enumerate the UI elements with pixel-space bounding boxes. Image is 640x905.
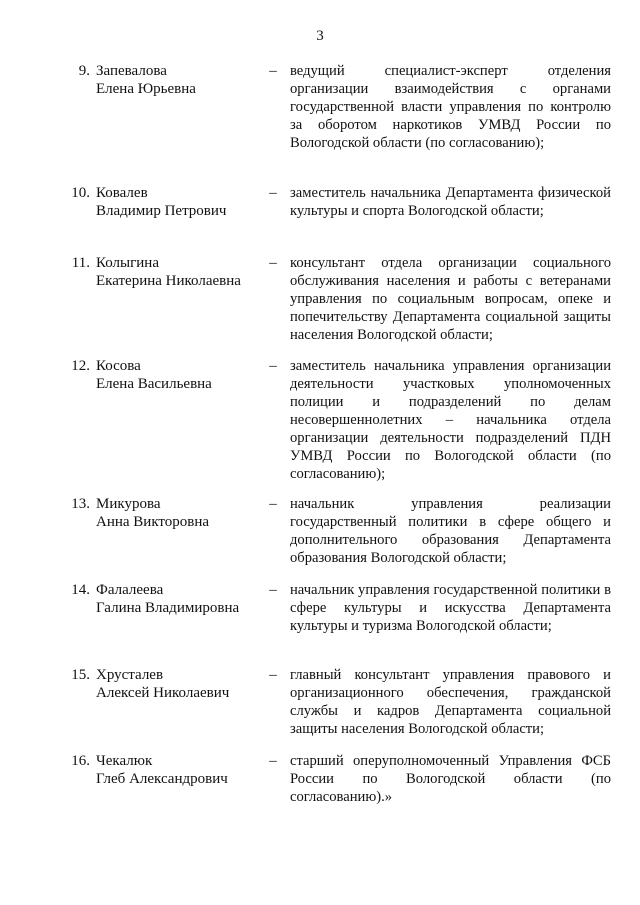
member-name xyxy=(96,254,266,290)
dash-separator: – xyxy=(269,358,277,374)
member-name xyxy=(96,581,266,617)
member-surname: Микурова xyxy=(96,496,161,512)
member-position: консультант отдела организации социального обслуживания населения и работы с ветеранами управления по социальным вопросам, опеке и попечительству Департамента социальной защиты населения Вологодской области; xyxy=(290,255,611,343)
member-surname: Чекалюк xyxy=(96,753,153,769)
item-number: 15. xyxy=(71,667,90,683)
member-position: главный консультант управления правового и организационного обеспечения, гражданской службы и кадров Департамента социальной защиты населения Вологодской области; xyxy=(290,667,611,737)
dash-separator: – xyxy=(269,667,277,683)
member-surname: Хрусталев xyxy=(96,667,164,683)
item-number: 16. xyxy=(71,753,90,769)
member-position: начальник управления реализации государственный политики в сфере общего и дополнительного образования Департамента образования Вологодской области; xyxy=(290,496,611,566)
member-position: заместитель начальника управления организации деятельности участковых уполномоченных полиции и подразделений по делам несовершеннолетних – начальника отдела организации деятельности подразделений ПДН УМВД России по Вологодской области (по согласованию); xyxy=(290,358,611,482)
member-position: ведущий специалист-эксперт отделения организации взаимодействия с органами государственной власти управления по контролю за оборотом наркотиков УМВД России по Вологодской области (по согласованию); xyxy=(290,63,611,151)
dash-separator: – xyxy=(269,496,277,512)
member-given-names: Елена Юрьевна xyxy=(96,81,196,97)
item-number: 9. xyxy=(78,63,90,79)
item-number: 10. xyxy=(71,185,90,201)
member-position: заместитель начальника Департамента физической культуры и спорта Вологодской области; xyxy=(290,185,611,219)
member-surname: Ковалев xyxy=(96,185,148,201)
member-name xyxy=(96,752,266,788)
item-number: 14. xyxy=(71,582,90,598)
member-given-names: Елена Васильевна xyxy=(96,376,212,392)
member-name xyxy=(96,357,266,393)
dash-separator: – xyxy=(269,753,277,769)
member-given-names: Екатерина Николаевна xyxy=(96,273,241,289)
member-given-names: Владимир Петрович xyxy=(96,203,227,219)
member-given-names: Алексей Николаевич xyxy=(96,685,230,701)
member-name xyxy=(96,666,266,702)
member-surname: Фалалеева xyxy=(96,582,164,598)
item-number: 11. xyxy=(71,255,90,271)
member-position: старший оперуполномоченный Управления ФСБ России по Вологодской области (по согласованию).» xyxy=(290,753,611,805)
item-number: 13. xyxy=(71,496,90,512)
member-given-names: Глеб Александрович xyxy=(96,771,228,787)
member-given-names: Анна Викторовна xyxy=(96,514,210,530)
item-number: 12. xyxy=(71,358,90,374)
member-name xyxy=(96,62,266,98)
member-given-names: Галина Владимировна xyxy=(96,600,240,616)
member-surname: Запевалова xyxy=(96,63,167,79)
member-position: начальник управления государственной политики в сфере культуры и искусства Департамента культуры и туризма Вологодской области; xyxy=(290,582,611,634)
dash-separator: – xyxy=(269,63,277,79)
page-number: 3 xyxy=(316,28,324,44)
member-name xyxy=(96,495,266,531)
member-name xyxy=(96,184,266,220)
member-surname: Колыгина xyxy=(96,255,159,271)
member-surname: Косова xyxy=(96,358,141,374)
dash-separator: – xyxy=(269,582,277,598)
dash-separator: – xyxy=(269,185,277,201)
dash-separator: – xyxy=(269,255,277,271)
